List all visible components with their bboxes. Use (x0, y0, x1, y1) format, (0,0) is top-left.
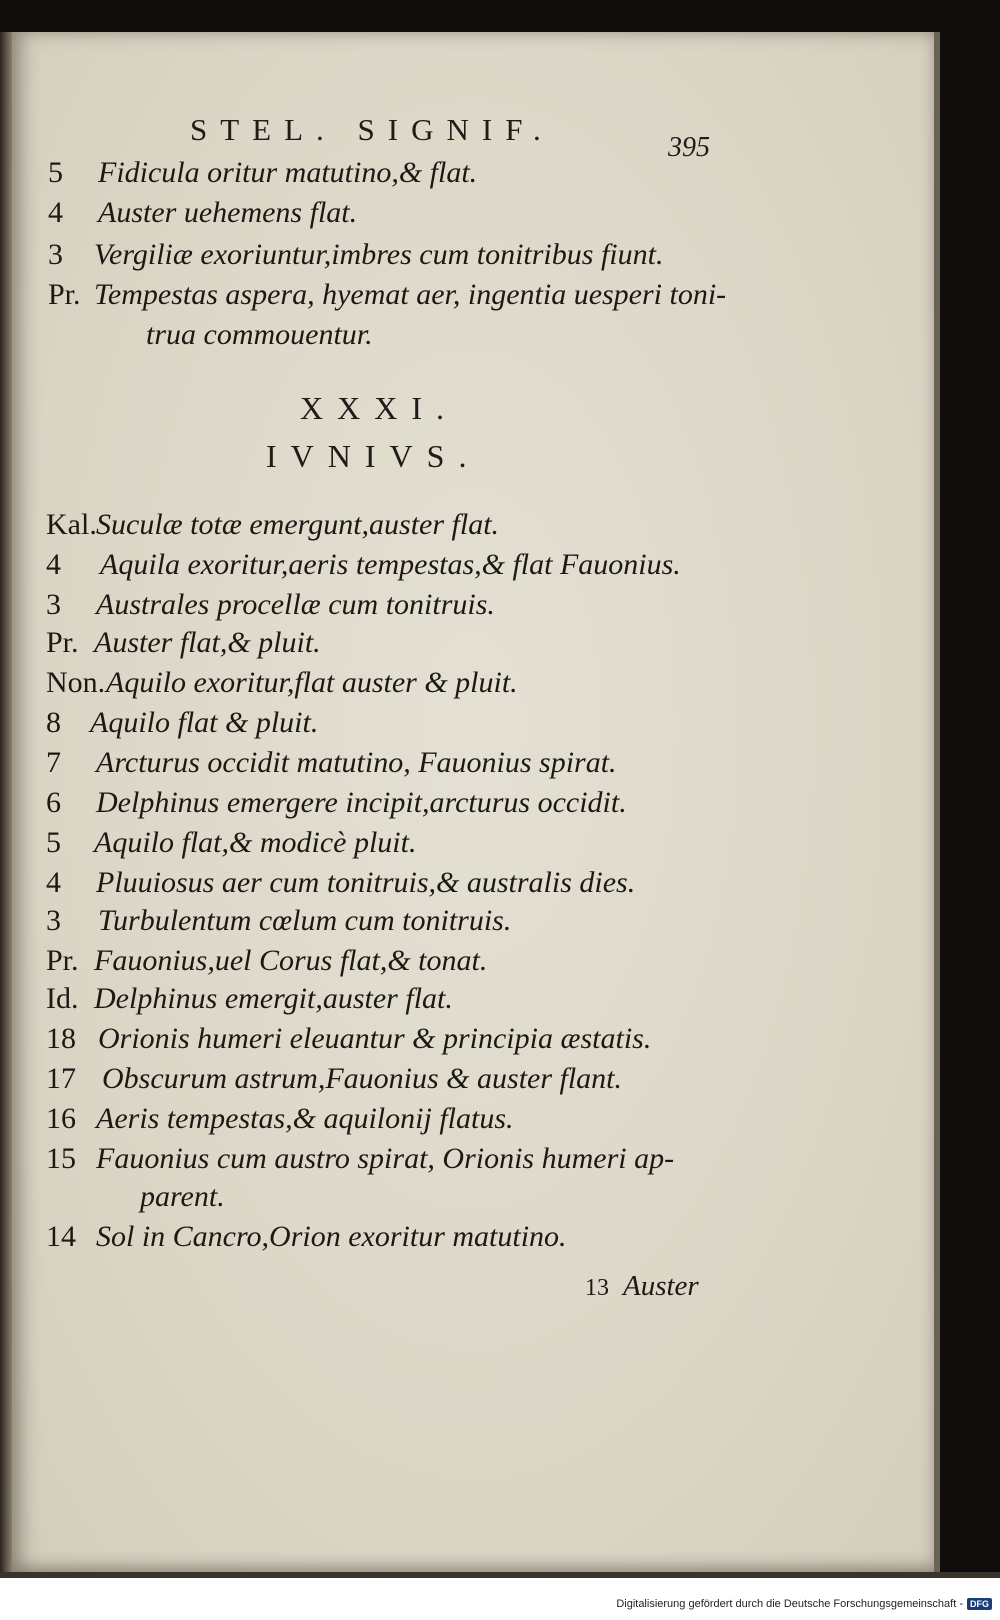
entry-text: Fauonius,uel Corus flat,& tonat. (94, 944, 488, 977)
day-number: Pr. (48, 278, 81, 311)
day-number: 16 (46, 1102, 76, 1135)
day-number: 5 (46, 826, 61, 859)
entry-text: Sol in Cancro,Orion exoritur matutino. (96, 1220, 567, 1253)
entry-text: Aquilo flat & pluit. (90, 706, 319, 739)
entry-text: Aquila exoritur,aeris tempestas,& flat Fauonius. (100, 548, 681, 581)
calendar-entry (46, 550, 681, 580)
entry-text: Tempestas aspera, hyemat aer, ingentia uesperi toni- (94, 278, 727, 311)
calendar-entry (46, 1222, 567, 1252)
footer-text: Digitalisierung gefördert durch die Deutsche Forschungsgemeinschaft - (616, 1598, 963, 1610)
month-name-heading: IVNIVS. (266, 438, 481, 474)
day-number: 14 (46, 1220, 76, 1253)
day-number: 3 (48, 238, 63, 271)
calendar-entry (46, 1024, 651, 1054)
catchword (585, 1270, 699, 1303)
entry-text: Delphinus emergit,auster flat. (94, 982, 453, 1015)
entry-text: Turbulentum cœlum cum tonitruis. (98, 904, 512, 937)
text-line (48, 158, 477, 188)
text-line (48, 198, 357, 228)
day-number: Pr. (46, 944, 79, 977)
day-number: 15 (46, 1142, 76, 1175)
text-line (48, 280, 726, 310)
entry-text: Fidicula oritur matutino,& flat. (98, 156, 478, 189)
calendar-entry (46, 628, 321, 658)
day-number: 4 (46, 866, 61, 899)
day-number: 3 (46, 904, 61, 937)
running-head: STEL. SIGNIF. (190, 112, 554, 147)
calendar-entry (46, 668, 518, 698)
day-number: 4 (46, 548, 61, 581)
book-spine (0, 32, 12, 1572)
entry-text: Aquilo exoritur,flat auster & pluit. (106, 666, 518, 699)
month-days-heading: XXXI. (300, 390, 458, 426)
entry-text: Fauonius cum austro spirat, Orionis humeri ap- (96, 1142, 675, 1175)
day-number: 17 (46, 1062, 76, 1095)
entry-text: Obscurum astrum,Fauonius & auster flant. (102, 1062, 623, 1095)
calendar-entry (46, 748, 617, 778)
text-line (48, 240, 663, 270)
folio-number: 395 (668, 132, 710, 163)
entry-text: Vergiliæ exoriuntur,imbres cum tonitribus fiunt. (94, 238, 664, 271)
day-number: Id. (46, 982, 79, 1015)
calendar-entry (46, 868, 635, 898)
calendar-entry (46, 590, 495, 620)
calendar-entry (46, 946, 487, 976)
entry-text: Orionis humeri eleuantur & principia æstatis. (98, 1022, 652, 1055)
continuation-line: trua commouentur. (146, 318, 373, 351)
catchword-text: Auster (623, 1270, 699, 1302)
day-number: Kal. (46, 508, 97, 541)
catchword-number: 13 (585, 1275, 609, 1301)
entry-text: Aquilo flat,& modicè pluit. (94, 826, 417, 859)
calendar-entry (46, 1064, 622, 1094)
entry-text: Pluuiosus aer cum tonitruis,& australis dies. (96, 866, 636, 899)
day-number: Non. (46, 666, 106, 699)
entry-text: Auster uehemens flat. (98, 196, 358, 229)
day-number: 8 (46, 706, 61, 739)
calendar-entry (46, 828, 416, 858)
dfg-logo: DFG (967, 1598, 992, 1610)
day-number: 3 (46, 588, 61, 621)
calendar-entry (46, 708, 318, 738)
calendar-entry (46, 1144, 674, 1174)
entry-text: Aeris tempestas,& aquilonij flatus. (96, 1102, 514, 1135)
day-number: 6 (46, 786, 61, 819)
day-number: 5 (48, 156, 63, 189)
entry-text: Suculæ totæ emergunt,auster flat. (96, 508, 500, 541)
calendar-entry (46, 906, 511, 936)
entry-text: Arcturus occidit matutino, Fauonius spirat. (96, 746, 617, 779)
calendar-entry (46, 510, 499, 540)
calendar-entry (46, 984, 453, 1014)
calendar-entry (46, 788, 627, 818)
day-number: 18 (46, 1022, 76, 1055)
digitization-footer (616, 1598, 992, 1610)
day-number: 4 (48, 196, 63, 229)
continuation-line: parent. (140, 1180, 225, 1213)
entry-text: Auster flat,& pluit. (94, 626, 321, 659)
day-number: Pr. (46, 626, 79, 659)
day-number: 7 (46, 746, 61, 779)
entry-text: Australes procellæ cum tonitruis. (96, 588, 495, 621)
entry-text: Delphinus emergere incipit,arcturus occidit. (96, 786, 627, 819)
calendar-entry (46, 1104, 514, 1134)
